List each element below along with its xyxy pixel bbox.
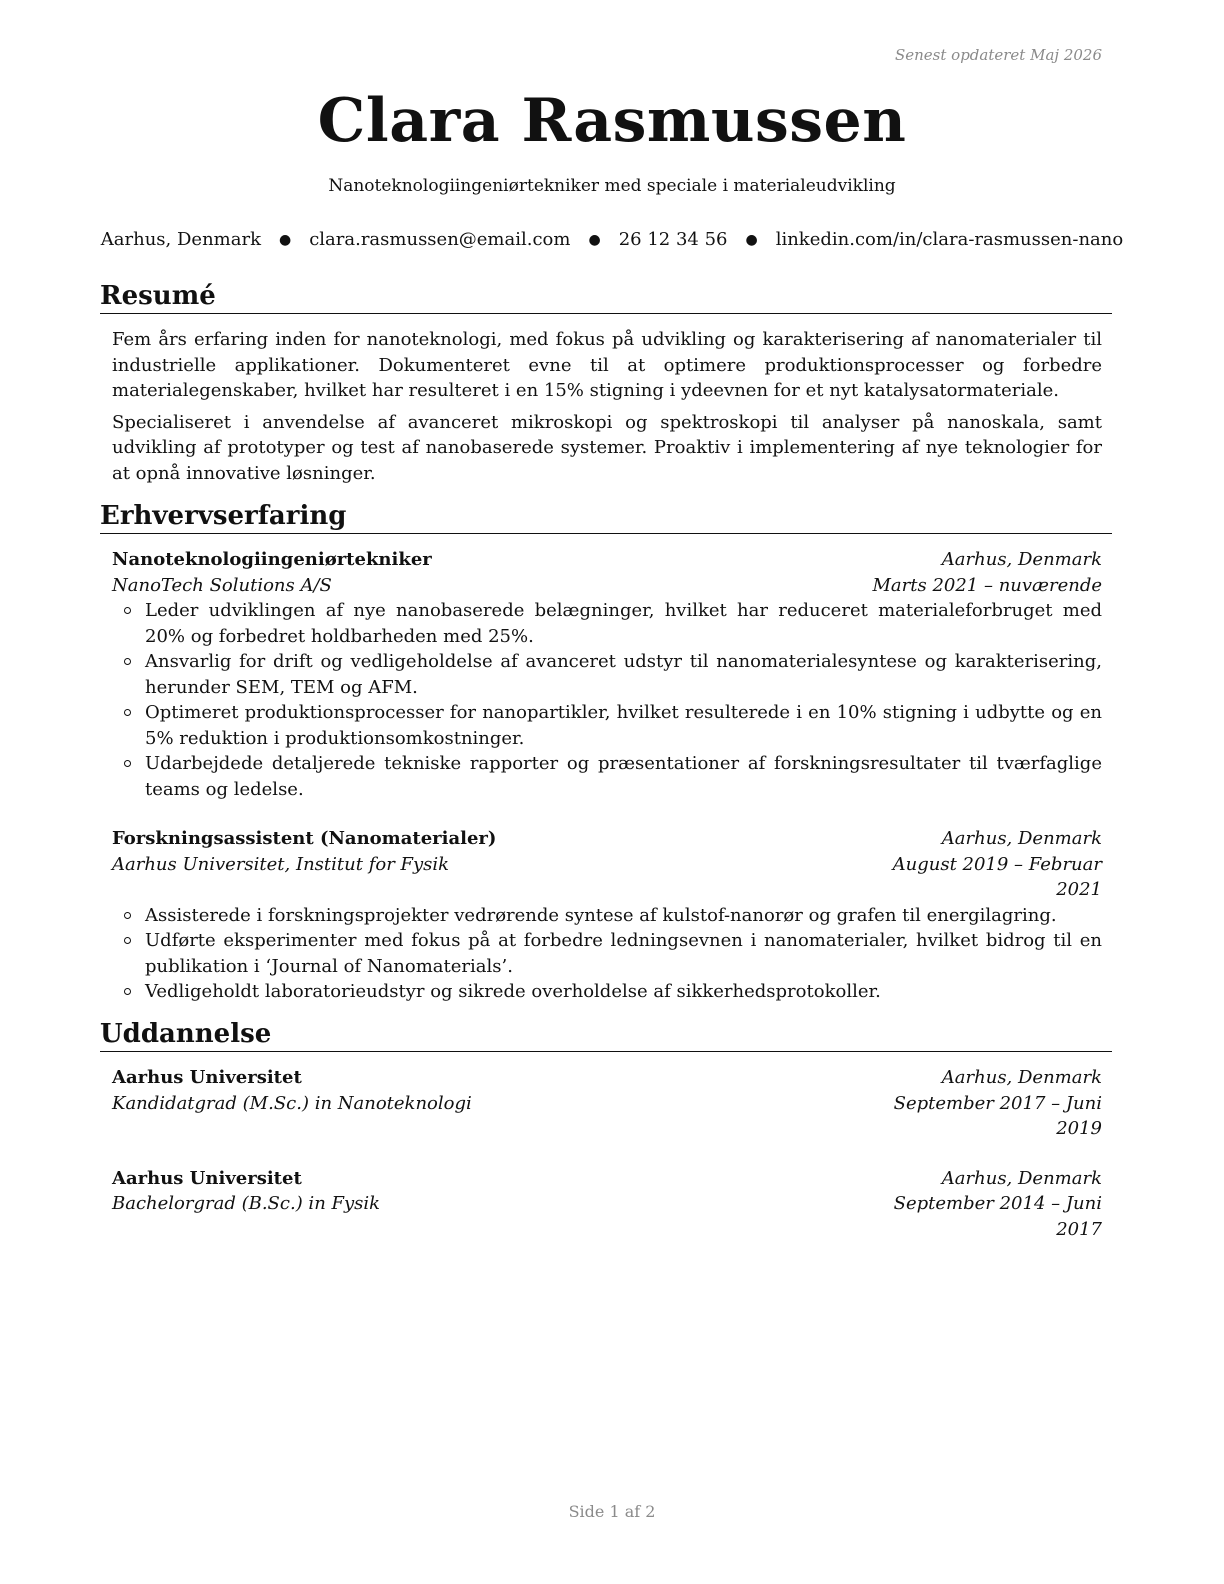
summary-heading: Resumé: [100, 280, 1112, 314]
last-updated-note: Senest opdateret Maj 2026: [894, 46, 1102, 64]
job-dates: Marts 2021 – nuværende: [872, 574, 1102, 596]
page-number: Side 1 af 2: [568, 1502, 656, 1521]
job-dates: August 2019 – Februar 2021: [892, 853, 1102, 900]
job-entry: [112, 826, 1102, 1005]
bullet-separator: ●: [588, 232, 601, 248]
experience-heading: Erhvervserfaring: [100, 500, 1112, 534]
contact-location: Aarhus, Denmark: [100, 229, 261, 250]
contact-email[interactable]: clara.rasmussen@email.com: [309, 229, 571, 250]
job-title: Nanoteknologiingeniørtekniker: [112, 549, 432, 570]
bullet-item: Leder udviklingen af nye nanobaserede belægninger, hvilket har reduceret materialeforbruget med 20% og forbedret holdbarheden med 25%.: [112, 598, 1102, 649]
tagline: Nanoteknologiingeniørtekniker med speciale i materialeudvikling: [328, 176, 896, 196]
school-location: Aarhus, Denmark: [941, 1067, 1102, 1088]
job-title: Forskningsassistent (Nanomaterialer): [112, 828, 497, 849]
experience-section: [100, 500, 1112, 1005]
bullet-item: Udførte eksperimenter med fokus på at forbedre ledningsevnen i nanomaterialer, hvilket bidrog til en publikation i ‘Journal of Nanomaterials’.: [112, 928, 1102, 979]
job-location: Aarhus, Denmark: [941, 549, 1102, 570]
job-entry: [112, 547, 1102, 802]
summary-section: [100, 280, 1112, 486]
school-location: Aarhus, Denmark: [941, 1167, 1102, 1189]
bullet-separator: ●: [278, 232, 292, 248]
contact-linkedin[interactable]: linkedin.com/in/clara-rasmussen-nano: [775, 229, 1124, 250]
bullet-item: Optimeret produktionsprocesser for nanopartikler, hvilket resulterede i en 10% stigning i udbytte og en 5% reduktion i produktionsomkostninger.: [112, 700, 1102, 751]
job-bullets: [112, 903, 1102, 1005]
candidate-name: Clara Rasmussen: [317, 86, 907, 156]
bullet-item: Assisterede i forskningsprojekter vedrørende syntese af kulstof-nanorør og grafen til energilagring.: [112, 903, 1102, 929]
contact-phone: 26 12 34 56: [618, 229, 728, 250]
school-name: Aarhus Universitet: [112, 1067, 302, 1088]
school-name: Aarhus Universitet: [112, 1167, 302, 1189]
education-heading: Uddannelse: [100, 1018, 1112, 1052]
bullet-item: Vedligeholdt laboratorieudstyr og sikrede overholdelse af sikkerhedsprotokoller.: [112, 979, 1102, 1005]
education-dates: September 2017 – Juni 2019: [893, 1092, 1102, 1139]
bullet-item: Udarbejdede detaljerede tekniske rapporter og præsentationer af forskningsresultater til tværfaglige teams og ledelse.: [112, 751, 1102, 802]
job-location: Aarhus, Denmark: [941, 828, 1102, 849]
degree: Kandidatgrad (M.Sc.) in Nanoteknologi: [112, 1092, 472, 1114]
education-section: [100, 1018, 1112, 1242]
bullet-item: Ansvarlig for drift og vedligeholdelse af avanceret udstyr til nanomaterialesyntese og karakterisering, herunder SEM, TEM og AFM.: [112, 649, 1102, 700]
education-entry: [112, 1065, 1102, 1142]
degree: Bachelorgrad (B.Sc.) in Fysik: [112, 1193, 381, 1214]
contact-line: [0, 229, 1224, 250]
bullet-separator: ●: [745, 232, 758, 248]
summary-paragraph: Specialiseret i anvendelse af avanceret mikroskopi og spektroskopi til analyser på nanoskala, samt udvikling af prototyper og test af nanobaserede systemer. Proaktiv i implementering af nye teknologier for at opnå innovative løsninger.: [112, 411, 1102, 484]
job-bullets: [112, 598, 1102, 802]
job-company: Aarhus Universitet, Institut for Fysik: [112, 853, 450, 875]
summary-paragraph: Fem års erfaring inden for nanoteknologi, med fokus på udvikling og karakterisering af nanomaterialer til industrielle applikationer. Dokumenteret evne til at optimere produktionsprocesser og forbedre materialegenskaber, hvilket har resulteret i en 15% stigning i ydeevnen for et nyt katalysatormateriale.: [112, 329, 1102, 401]
education-entry: [112, 1166, 1102, 1243]
education-dates: September 2014 – Juni 2017: [893, 1193, 1102, 1240]
job-company: NanoTech Solutions A/S: [112, 574, 332, 596]
